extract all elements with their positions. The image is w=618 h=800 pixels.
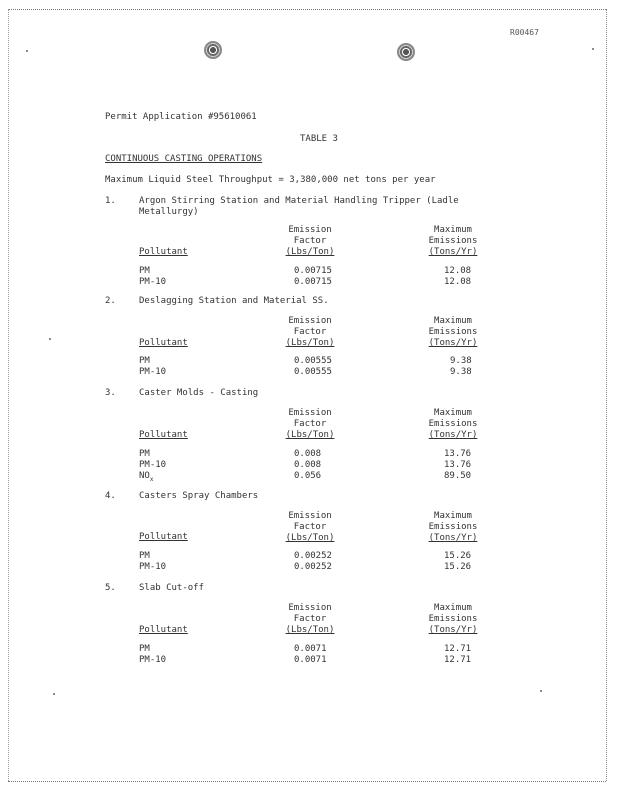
table-title: TABLE 3 [300,134,338,144]
throughput-line: Maximum Liquid Steel Throughput = 3,380,000 net tons per year [105,175,436,185]
pollutant-header: Pollutant [139,625,188,635]
seal-left-icon [204,41,222,59]
section-title: Deslagging Station and Material SS. [139,296,329,306]
emission-factor-header: Emission Factor (Lbs/Ton) [285,511,335,543]
section-title: Slab Cut-off [139,583,205,593]
pollutant-header: Pollutant [139,532,188,542]
section-number: 4. [105,491,116,501]
max-emissions-header: Maximum Emissions (Tons/Yr) [428,316,478,348]
emission-factor-header: Emission Factor (Lbs/Ton) [285,316,335,348]
section-heading: CONTINUOUS CASTING OPERATIONS [105,154,263,164]
pollutant-header: Pollutant [139,247,188,257]
scan-speck [540,690,542,692]
section-title: Caster Molds - Casting [139,388,259,398]
emission-factor-header: Emission Factor (Lbs/Ton) [285,408,335,440]
max-emissions-header: Maximum Emissions (Tons/Yr) [428,408,478,440]
scan-speck [53,693,55,695]
section-number: 1. [105,196,116,206]
scan-speck [49,338,51,340]
page-border-right [606,9,607,781]
section-number: 5. [105,583,116,593]
scan-speck [592,48,594,50]
page-border-bottom [8,781,606,782]
max-emissions-header: Maximum Emissions (Tons/Yr) [428,603,478,635]
section-title: Argon Stirring Station and Material Handling Tripper (Ladle [139,196,459,206]
max-emissions-header: Maximum Emissions (Tons/Yr) [428,225,478,257]
emission-factor-header: Emission Factor (Lbs/Ton) [285,225,335,257]
seal-right-icon [397,43,415,61]
permit-application: Permit Application #95610061 [105,112,257,122]
section-number: 3. [105,388,116,398]
pollutant-header: Pollutant [139,338,188,348]
section-number: 2. [105,296,116,306]
section-title: Casters Spray Chambers [139,491,259,501]
page-border-left [8,9,9,781]
emission-factor-header: Emission Factor (Lbs/Ton) [285,603,335,635]
section-title-cont: Metallurgy) [139,207,199,217]
document-id: R00467 [510,28,539,37]
pollutant-header: Pollutant [139,430,188,440]
page-border-top [8,9,606,10]
max-emissions-header: Maximum Emissions (Tons/Yr) [428,511,478,543]
scan-speck [26,50,28,52]
